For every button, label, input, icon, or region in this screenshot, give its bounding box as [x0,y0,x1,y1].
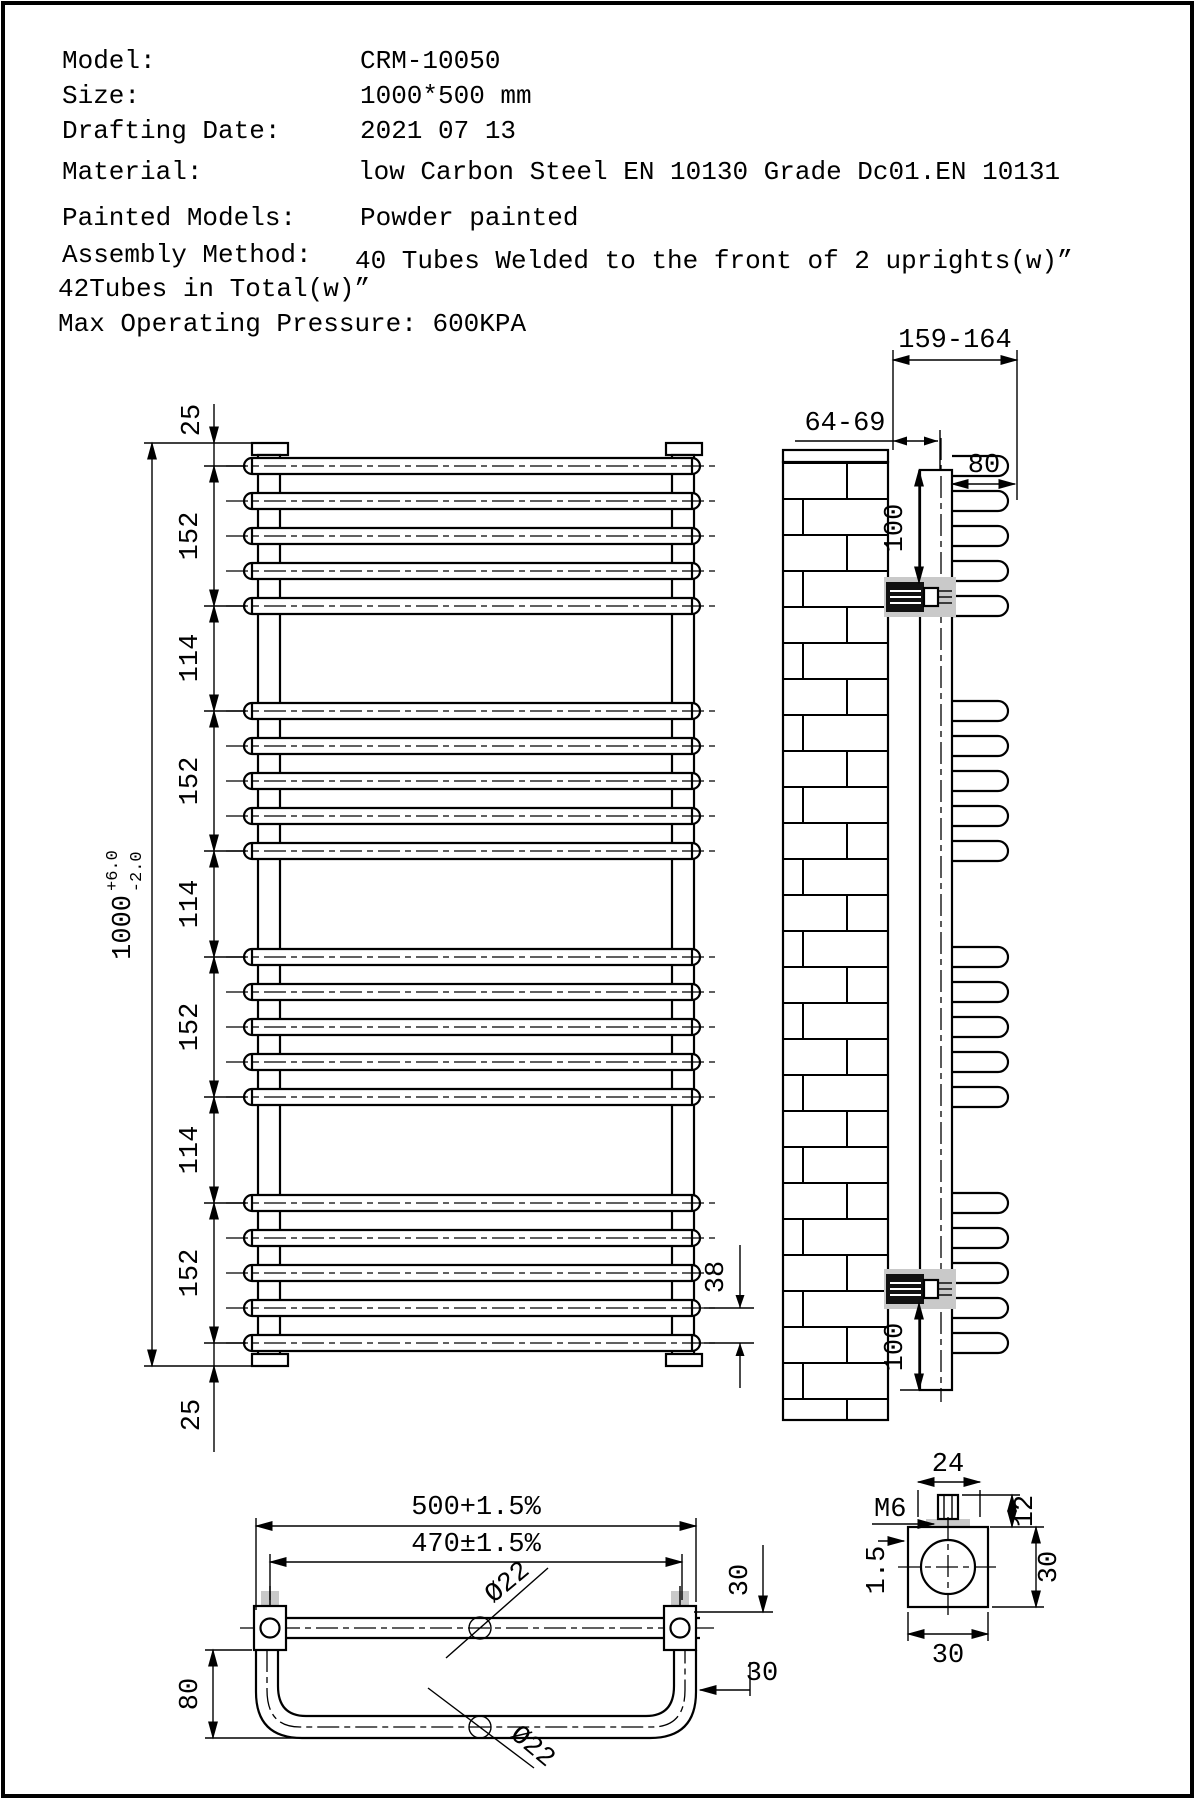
left-upright [252,443,288,1366]
tube [226,1054,716,1070]
loop [952,1017,1008,1037]
dim-body-height: 30 [1035,1550,1065,1584]
side-view [783,326,1017,1420]
dim-gap-span-3: 114 [176,1125,206,1175]
tube [226,528,716,544]
spec-label-date: Drafting Date: [62,116,281,146]
dim-bend-depth: 80 [176,1677,206,1711]
tube [226,1300,716,1316]
spec-label-painted: Painted Models: [62,203,297,233]
dim-tube-diameter: Ø22 [479,1556,537,1611]
loop [952,1228,1008,1248]
spec-value-painted: Powder painted [360,203,579,233]
loop [952,1087,1008,1107]
loop [952,1052,1008,1072]
spec-label-material: Material: [62,157,203,187]
dim-group-span-2: 152 [176,756,206,806]
tube [226,1019,716,1035]
dim-bracket-width: 24 [931,1450,965,1480]
tube [226,1230,716,1246]
dim-tube-diameter-2: Ø22 [503,1720,561,1775]
spec-value-date: 2021 07 13 [360,116,517,146]
loop [952,771,1008,791]
tube [226,703,716,719]
tube [226,1335,716,1351]
loop [952,526,1008,546]
loop [952,491,1008,511]
dim-loop-depth: 80 [967,451,1001,481]
loop [952,561,1008,581]
tube [226,949,716,965]
tube [226,738,716,754]
bottom-view [176,1493,778,1775]
tube [226,493,716,509]
spec-max-pressure: Max Operating Pressure: 600KPA [58,309,527,339]
dim-gap-span-2: 114 [176,879,206,929]
wall-bracket-top [884,577,956,617]
dim-end-inset-vertical: 30 [726,1563,756,1597]
dim-body-width: 30 [931,1641,965,1671]
front-view [104,404,754,1452]
dim-overall-height: 1000+6.0 -2.0 [104,850,147,960]
loop [952,947,1008,967]
loop [952,736,1008,756]
dim-hole-centers: 470±1.5% [411,1530,541,1560]
spec-label-model: Model: [62,46,156,76]
dim-end-inset-horizontal: 30 [745,1659,779,1689]
dim-stud-height: 12 [1011,1494,1041,1528]
dim-gap-span-1: 114 [176,633,206,683]
tube [226,1195,716,1211]
spec-value-assembly: 40 Tubes Welded to the front of 2 uprights(w)” [355,246,1073,276]
dim-bracket-offset-bottom: 100 [881,1322,911,1372]
loop [952,701,1008,721]
tube [226,984,716,1000]
tube [226,843,716,859]
spec-label-size: Size: [62,81,141,111]
spec-value-model: CRM-10050 [360,46,501,76]
tube-pitch-dimension [702,1245,754,1388]
spec-value-material: low Carbon Steel EN 10130 Grade Dc01.EN 10131 [358,157,1061,187]
tube [226,773,716,789]
loop [952,1193,1008,1213]
end-block-right [664,1586,696,1650]
dim-group-span-3: 152 [176,1002,206,1052]
right-upright [666,443,702,1366]
dim-depth-overall: 159-164 [898,326,1012,356]
dim-wall-gap: 64-69 [804,409,886,439]
spec-label-assembly: Assembly Method: [62,240,312,270]
tube [226,458,716,474]
dim-top-offset: 25 [178,403,208,437]
spec-note-total-tubes: 42Tubes in Total(w)” [58,274,371,304]
dim-group-span-4: 152 [176,1248,206,1298]
dim-tube-pitch: 38 [702,1260,732,1294]
wall-bracket-bottom [884,1269,956,1309]
loop [952,596,1008,616]
tube-bank [226,458,716,1351]
loop [952,841,1008,861]
wall-section [783,450,888,1420]
tube [226,598,716,614]
spec-value-size: 1000*500 mm [360,81,532,111]
spec-block [58,46,1073,339]
dim-thread-size: M6 [874,1495,907,1525]
dim-bottom-offset: 25 [178,1398,208,1432]
overall-height-dimension [104,443,152,1366]
dim-wall-thickness: 1.5 [863,1545,893,1595]
loop [952,1333,1008,1353]
tube [226,808,716,824]
loop [952,1298,1008,1318]
dim-group-span-1: 152 [176,511,206,561]
tube [226,563,716,579]
tube [226,1089,716,1105]
tube [226,1265,716,1281]
side-loops [952,456,1008,1353]
loop [952,1263,1008,1283]
detail-view [863,1450,1065,1671]
dim-bracket-offset-top: 100 [881,503,911,553]
loop [952,982,1008,1002]
dim-overall-width: 500+1.5% [411,1493,541,1523]
stud [938,1495,958,1519]
loop [952,806,1008,826]
